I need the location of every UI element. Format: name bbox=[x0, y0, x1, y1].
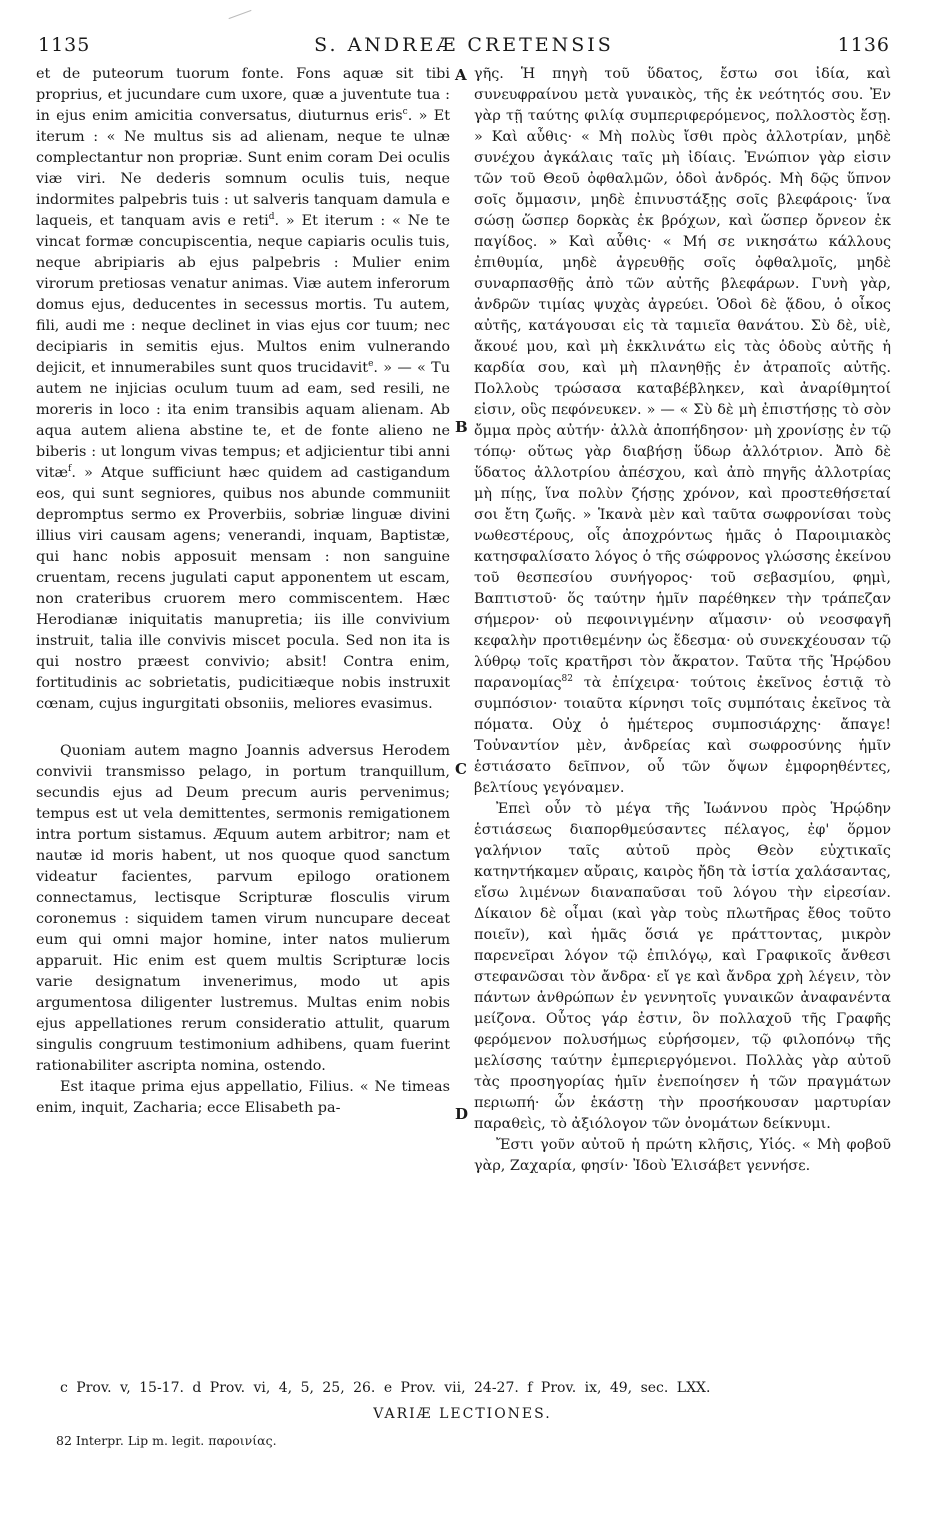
greek-text-1b: τὰ ἐπίχειρα· τούτοις ἐκεῖνος ἑστιᾷ τὸ συμπόσιον· τοιαῦτα κίρνησι τοῖς συμπόταις ἐκεῖνος τὰ πόματα. Οὐχ ὁ ἡμέτερος συμποσιάρχης· ἄπαγε! Τοὐναντίον μὲν, ἀνδρείας καὶ σωφροσύνης ἡμῖν ἑστιάσατο δεῖπνον, οὗ τῶν ὄψων ἐμφορηθέντες, βελτίους γεγόναμεν. bbox=[474, 675, 891, 796]
margin-marker-c: C bbox=[455, 760, 467, 778]
footnote-ref-e: e bbox=[368, 359, 374, 370]
latin-paragraph-1 bbox=[36, 64, 450, 715]
latin-text-1e: . » Atque sufficiunt hæc quidem ad castigandum eos, qui sunt segniores, quibus nos abunde communiit depromptus sermo ex Proverbiis, sobriæ linguæ divini illius viri causam agens; venerandi, inquam, Baptistæ, qui hanc nobis apposuit mensam : non sanguine cruentam, recens jugulati caput apponentem ut escam, non crateribus cruorem mero commiscentem. Hæc Herodianæ iniquitatis manupretia; iis ille convivium instruit, talia ille convivis miscet pocula. Sed non ita is qui nostro præest convivio; absit! Contra enim, fortitudinis ac sobrietatis, pudicitiæque nobis instruxit cœnam, cujus ingurgitati obsoniis, meliores evasimus. bbox=[36, 465, 450, 712]
footnote-ref-d: d bbox=[268, 212, 275, 223]
left-page-number: 1135 bbox=[38, 34, 91, 56]
margin-marker-d: D bbox=[455, 1105, 469, 1123]
margin-marker-a: A bbox=[455, 66, 467, 84]
footnote-ref-82: 82 bbox=[561, 674, 573, 685]
greek-paragraph-2: Ἐπεὶ οὖν τὸ μέγα τῆς Ἰωάννου πρὸς Ἡρῴδην ἑστιάσεως διαπορθμεύσαντες πέλαγος, ἐφ' ὅρμον γαλήνιον ταῖς αὐτοῦ πρὸς Θεὸν εὐχτικαῖς κατηντήκαμεν αὔραις, καιρὸς ἤδη τὰ ἱστία χαλάσαντας, εἴσω λιμένων διαναπαῦσαι τοῦ λόγου τὴν εἰρεσίαν. Δίκαιον δὲ οἶμαι (καὶ γὰρ τοὺς πλωτῆρας ἔθος τοῦτο ποιεῖν), καὶ ἡμᾶς ὅσιά γε πράττοντας, μικρὸν παρενεῖραι λόγον τῷ ἐπιλόγῳ, καὶ Γραφικοῖς ἄνθεσι στεφανῶσαι τὸν ἄνδρα· εἴ γε καὶ ἄνδρα χρὴ λέγειν, τὸν πάντων ἀνθρώπων ἐν γεννητοῖς γυναικῶν ἀναφανέντα μείζονα. Οὗτος γάρ ἐστιν, ὃν πολλαχοῦ τῆς Γραφῆς φερόμενον πολυσήμως εὑρήσομεν, τῷ φιλοπόνῳ τῆς μελίσσης ταύτην ἐμπεριεργόμενοι. Πολλὰς γὰρ αὐτοῦ τὰς προσηγορίας ἡμῖν ἐνεποίησεν ἡ τῶν πραγμάτων περιωπή· ὧν ἑκάστῃ τὴν προσήκουσαν μαρτυρίαν παραθεὶς, τὸ ἀξιόλογον τῶν ὀνομάτων δείκνυμι. bbox=[474, 801, 891, 1132]
latin-paragraph-3: Est itaque prima ejus appellatio, Filius. « Ne timeas enim, inquit, Zacharia; ecce Elisabeth pa- bbox=[36, 1079, 450, 1116]
latin-text-1a: et de puteorum tuorum fonte. Fons aquæ sit tibi proprius, et jucundare cum uxore, quæ a juventute tua : in ejus enim amicitia conversatus, diuturnus eris bbox=[36, 66, 450, 124]
page-header bbox=[38, 34, 890, 62]
margin-marker-b: B bbox=[455, 418, 468, 436]
footnote-ref-c: c bbox=[402, 107, 408, 118]
latin-text-1b: . » Et iterum : « Ne multus sis ad alienam, neque te ulnæ complectantur non propriæ. Sunt enim coram Dei oculis viæ viri. Ne dederis somnum oculis tuis, neque indormites palpebris tuis : ut salveris tanquam damula e laqueis, et tanquam avis e reti bbox=[36, 108, 450, 229]
greek-paragraph-1 bbox=[474, 64, 891, 799]
greek-text-1a: γῆς. Ἡ πηγὴ τοῦ ὕδατος, ἔστω σοι ἰδία, καὶ συνευφραίνου μετὰ γυναικὸς, τῆς ἐκ νεότητός σου. Ἐν γὰρ τῇ ταύτης φιλίᾳ συμπεριφερόμενος, πολλοστὸς ἔσῃ. » Καὶ αὖθις· « Μὴ πολὺς ἴσθι πρὸς ἀλλοτρίαν, μηδὲ συνέχου ἀγκάλαις ταῖς μὴ ἰδίαις. Ἐνώπιον γὰρ εἰσιν τῶν τοῦ Θεοῦ ὀφθαλμῶν, ὁδοὶ ἀνδρός. Μὴ δῷς ὕπνον σοῖς ὄμμασιν, μηδὲ ἐπινυστάξῃς σοῖς βλεφάροις· ἵνα σώσῃ ὥσπερ δορκὰς ἐκ βρόχων, καὶ ὥσπερ ὄρνεον ἐκ παγίδος. » Καὶ αὖθις· « Μή σε νικησάτω κάλλους ἐπιθυμία, μηδὲ ἀγρευθῇς σοῖς ὀφθαλμοῖς, μηδὲ συναρπασθῇς ἀπὸ τῶν αὐτῆς βλεφάρων. Γυνὴ γὰρ, ἀνδρῶν τιμίας ψυχὰς ἀγρεύει. Ὁδοὶ δὲ ᾅδου, ὁ οἶκος αὐτῆς, κατάγουσαι εἰς τὰ ταμιεῖα θανάτου. Σὺ δὲ, υἱὲ, ἄκουέ μου, καὶ μὴ ἐκκλινάτω εἰς τὰς ὁδοὺς αὐτῆς ἡ καρδία σου, καὶ μὴ πλανηθῇς ἐν ἀτραποῖς αὐτῆς. Πολλοὺς τρώσασα καταβέβληκεν, καὶ ἀναρίθμητοί εἰσιν, οὓς πεφόνευκεν. » — « Σὺ δὲ μὴ ἐπιστήσῃς τὸ σὸν ὄμμα πρὸς αὐτήν· ἀλλὰ ἀποπήδησον· μὴ χρονίσῃς ἐν τῷ τόπῳ· οὕτως γὰρ διαβήσῃ ὕδωρ ἀλλότριον. Ἀπὸ δὲ ὕδατος ἀλλοτρίου ἀπέσχου, καὶ ἀπὸ πηγῆς ἀλλοτρίας μὴ πίῃς, ἵνα πολὺν ζήσῃς χρόνον, καὶ προστεθήσεταί σοι ἔτη ζωῆς. » Ἱκανὰ μὲν καὶ ταῦτα σωφρονίσαι τοὺς νωθεστέρους, οἷς ἀποχρόντως ἡμᾶς ὁ Παροιμιακὸς κατησφαλίσατο λόγος ὁ τῆς σώφρονος γλώσσης ἐκείνου τοῦ θεσπεσίου συνήγορος· τοῦ σεβασμίου, φημὶ, Βαπτιστοῦ· ὅς ταύτην ἡμῖν παρέθηκεν τὴν τράπεζαν σήμερον· οὐ πεφοινιγμένην αἵμασιν· οὐ νεοσφαγῆ κεφαλὴν προτιθεμένην ὡς ἔδεσμα· οὐ συνεκχέουσαν τῷ λύθρῳ τοῖς κρατῆρσι τὸν ἄκρατον. Ταῦτα τῆς Ἡρῴδου παρανομίας bbox=[474, 66, 891, 691]
latin-column bbox=[36, 64, 450, 1119]
greek-column bbox=[474, 64, 891, 1177]
greek-paragraph-3: Ἔστι γοῦν αὐτοῦ ἡ πρώτη κλῆσις, Υἱός. « Μὴ φοβοῦ γὰρ, Ζαχαρία, φησίν· Ἰδοὺ Ἐλισάβετ γεννήσε. bbox=[474, 1137, 891, 1174]
footnote-references: c Prov. v, 15-17. d Prov. vi, 4, 5, 25, 26. e Prov. vii, 24-27. f Prov. ix, 49, sec. LXX. bbox=[60, 1380, 711, 1396]
right-page-number: 1136 bbox=[837, 34, 890, 56]
paragraph-gap bbox=[36, 715, 450, 741]
latin-text-1d: . » — « Tu autem ne injicias oculum tuum ad eam, sed resili, ne moreris in loco : ita enim transibis aquam alienam. Ab aqua autem aliena abstine te, et de fonte alieno ne biberis : ut longum vivas tempus; et adjicientur tibi anni vitæ bbox=[36, 360, 450, 481]
variae-lectiones-title: VARIÆ LECTIONES. bbox=[373, 1406, 552, 1422]
running-title: S. ANDREÆ CRETENSIS bbox=[314, 34, 614, 56]
latin-paragraph-2: Quoniam autem magno Joannis adversus Herodem convivii transmisso pelago, in portum tranquillum, secundis ejus ad Deum precum auris pervenimus; tempus est ut vela demittentes, sermonis remigationem intra portum sistamus. Æquum autem arbitror; nam et nautæ id moris habent, ut nos quoque quod sanctum videatur facientes, parvum epilogo orationem connectamus, lectisque Scripturæ flosculis virum coronemus : siquidem tamen virum nuncupare deceat eum qui omni major homine, inter natos mulierum apparuit. Hic enim est quem multis Scripturæ locis varie designatum invenerimus, modo ut apis argumentosa diligenter lustremus. Multas enim nobis ejus appellationes rerum consideratio attulit, quarum singulis congruum testimonium adhibens, quam fuerint rationabiliter ascripta nomina, ostendo. bbox=[36, 743, 450, 1074]
scan-mark bbox=[229, 10, 252, 19]
variant-note-82: 82 Interpr. Lip m. legit. παροινίας. bbox=[56, 1433, 277, 1448]
footnotes bbox=[60, 1380, 890, 1396]
footnote-ref-f: f bbox=[68, 464, 72, 475]
latin-text-1c: . » Et iterum : « Ne te vincat formæ concupiscentia, neque capiaris oculis tuis, neque abripiaris ab ejus palpebris : Mulier enim virorum pretiosas venatur animas. Viæ autem inferorum domus ejus, deducentes in secessus mortis. Tu autem, fili, audi me : neque declinet in vias ejus cor tuum; nec decipiaris in semitis ejus. Multos enim vulnerando dejicit, et innumerabiles sunt quos trucidavit bbox=[36, 213, 450, 376]
